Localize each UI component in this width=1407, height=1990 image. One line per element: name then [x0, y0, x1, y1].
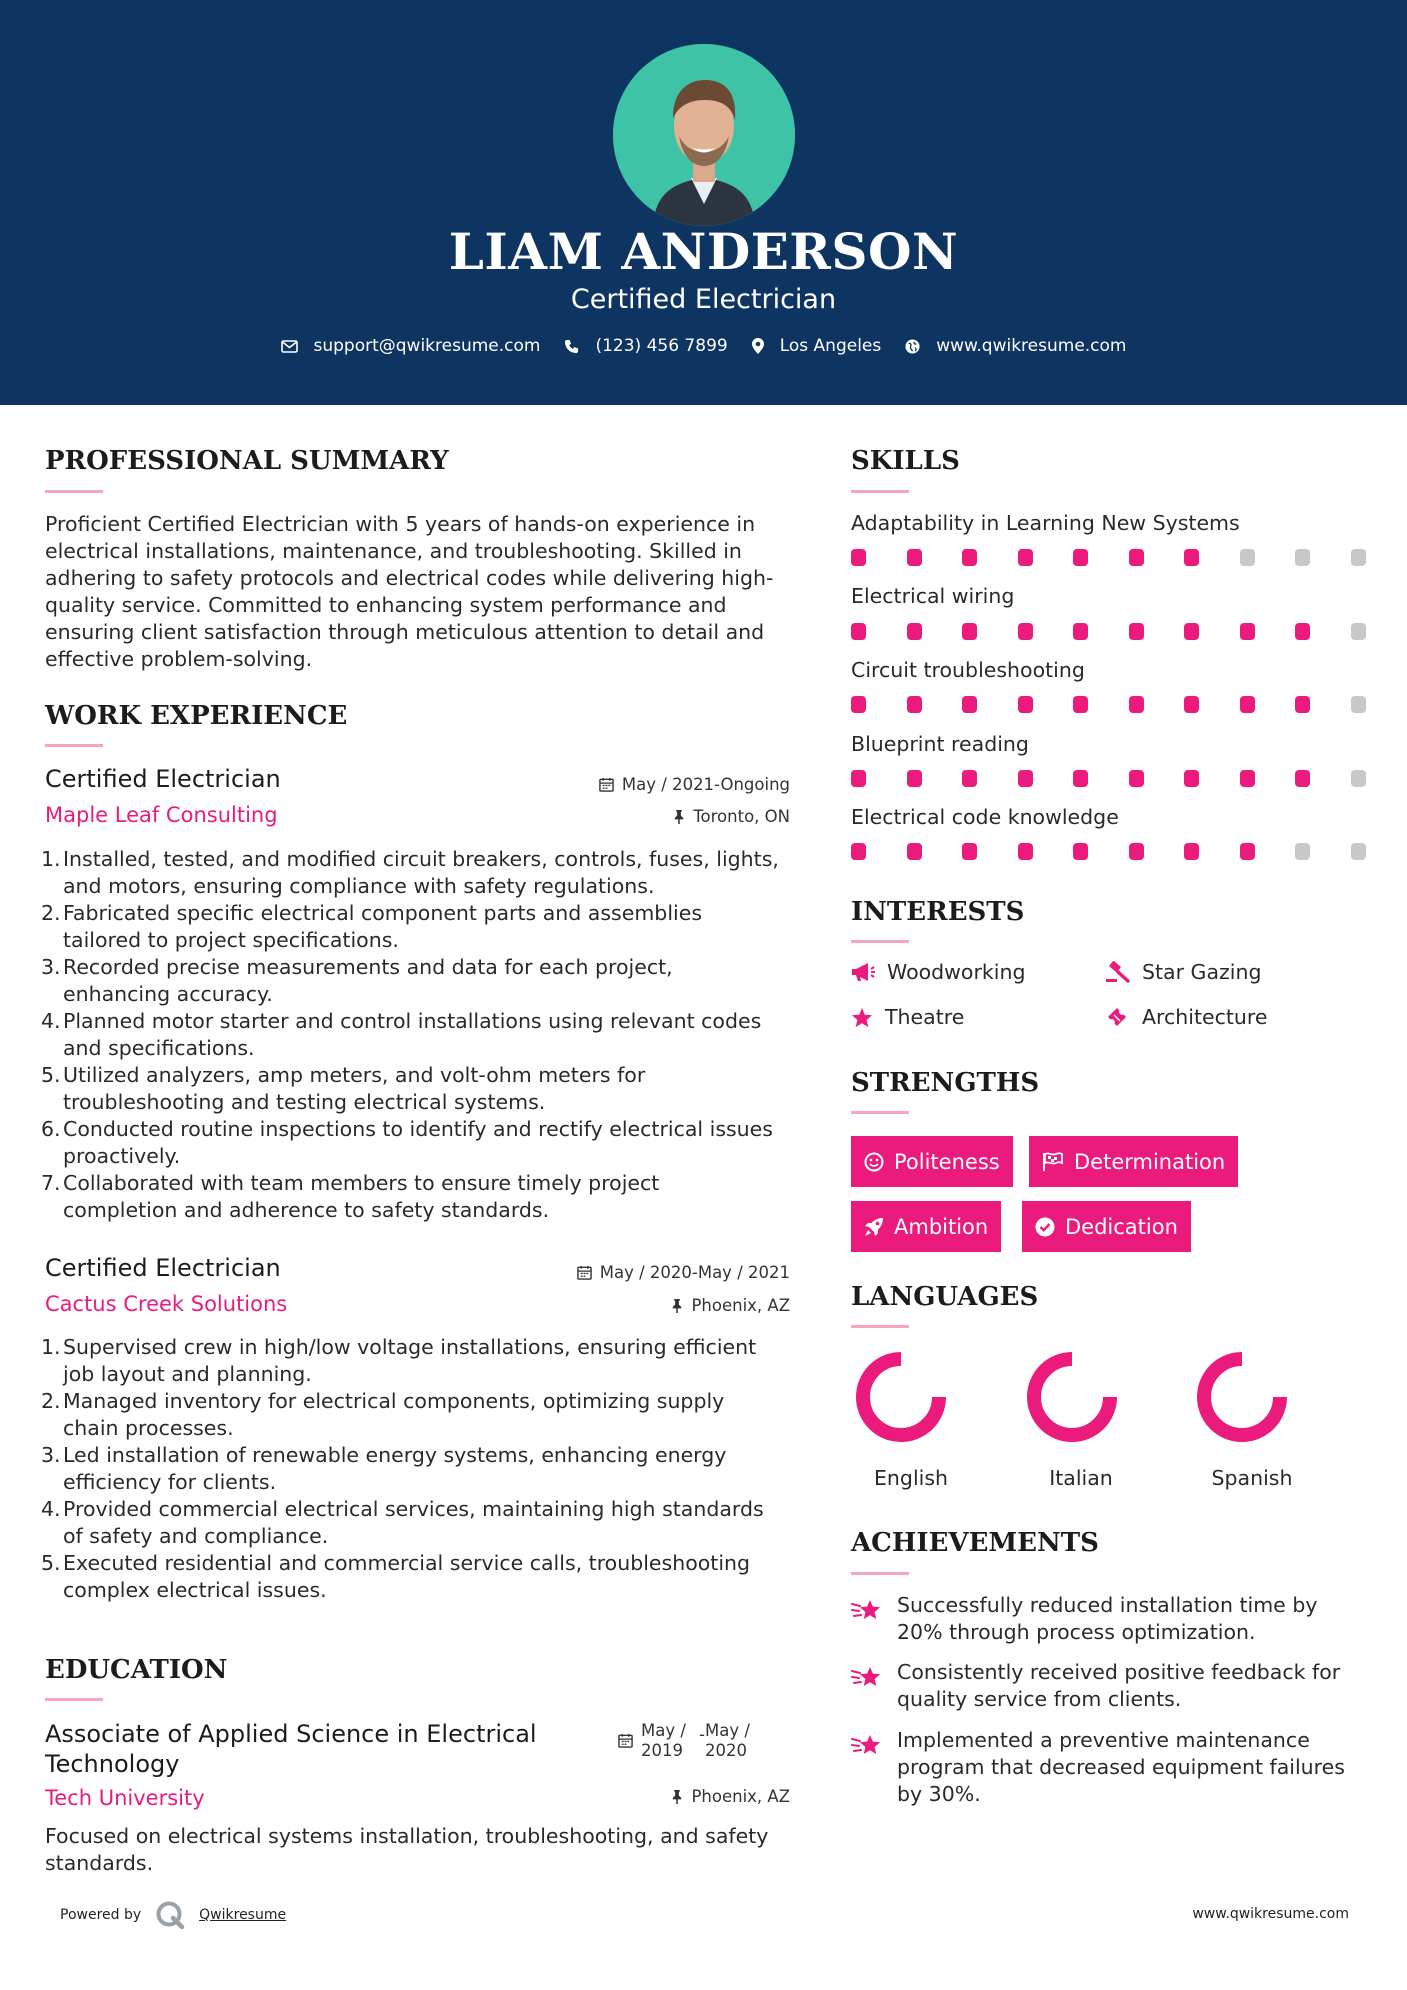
skill-dot-filled [907, 770, 922, 787]
summary-line: Proficient Certified Electrician with 5 years of hands-on experience in [45, 512, 756, 536]
skill-rating [851, 696, 1365, 713]
skill-dot-filled [1295, 770, 1310, 787]
job-dates [577, 1263, 790, 1282]
skill-rating [851, 623, 1365, 640]
skill-dot-filled [1240, 770, 1255, 787]
job-dates [599, 775, 790, 794]
skill-dot-filled [1240, 623, 1255, 640]
language-gauge [1194, 1349, 1290, 1445]
skill-dot-filled [1073, 549, 1088, 566]
pushpin-icon [673, 809, 685, 824]
contact-phone[interactable] [564, 336, 727, 356]
list-item: 3. Recorded precise measurements and data for each project, enhancing accuracy. [41, 955, 673, 1006]
candidate-name: LIAM ANDERSON [448, 222, 959, 281]
education-end: May / 2020 [705, 1721, 750, 1760]
contact-bar [0, 336, 1407, 356]
job-location-text: Toronto, ON [693, 807, 790, 826]
education-location-text: Phoenix, AZ [691, 1787, 790, 1806]
interests-heading-underline [851, 940, 909, 943]
skill-dot-empty [1351, 843, 1366, 860]
candidate-title: Certified Electrician [570, 284, 837, 315]
skill-dot-filled [851, 623, 866, 640]
star-icon [851, 1007, 873, 1028]
pushpin-icon [671, 1298, 683, 1313]
skill-dot-filled [907, 549, 922, 566]
skill-name: Electrical code knowledge [851, 805, 1119, 829]
languages-heading: LANGUAGES [851, 1282, 1039, 1312]
skills-heading-underline [851, 490, 909, 493]
interest-item: Architecture [1106, 1005, 1268, 1029]
skill-dot-filled [1073, 770, 1088, 787]
education-date-dash: - [699, 1725, 705, 1744]
skill-dot-filled [1073, 843, 1088, 860]
skill-rating [851, 843, 1365, 860]
education-location [671, 1787, 790, 1806]
profile-photo [613, 44, 795, 226]
skill-dot-filled [1295, 623, 1310, 640]
qwikresume-logo-icon [155, 1900, 185, 1930]
flag-icon [1042, 1152, 1064, 1172]
job-company: Maple Leaf Consulting [45, 803, 278, 827]
language-gauge [853, 1349, 949, 1445]
skill-dot-filled [1129, 696, 1144, 713]
list-item: 7. Collaborated with team members to ensure timely project completion and adherence to safety standards. [41, 1171, 660, 1222]
list-item: 3. Led installation of renewable energy systems, enhancing energy efficiency for clients. [41, 1443, 727, 1494]
skill-dot-empty [1351, 549, 1366, 566]
interests-heading: INTERESTS [851, 897, 1025, 927]
skill-dot-filled [851, 696, 866, 713]
contact-location [752, 336, 882, 356]
skill-name: Adaptability in Learning New Systems [851, 511, 1240, 535]
globe-icon [905, 339, 920, 354]
calendar-icon [599, 777, 614, 792]
summary-line: adhering to safety protocols and electrical codes while delivering high- [45, 566, 774, 590]
degree-title [45, 1719, 585, 1779]
experience-heading: WORK EXPERIENCE [45, 701, 348, 731]
footer-website[interactable]: www.qwikresume.com [1192, 1906, 1349, 1922]
education-dates [618, 1721, 750, 1761]
language-gauge-arc [863, 1359, 939, 1435]
skill-dot-filled [1129, 770, 1144, 787]
job-location-text: Phoenix, AZ [691, 1296, 790, 1315]
language-gauge [1024, 1349, 1120, 1445]
degree-line: Associate of Applied Science in Electrical [45, 1720, 537, 1748]
skill-dot-filled [962, 843, 977, 860]
footer-powered-by [60, 1900, 286, 1930]
skill-dot-filled [1184, 696, 1199, 713]
education-heading: EDUCATION [45, 1655, 228, 1685]
list-item: 2. Managed inventory for electrical components, optimizing supply chain processes. [41, 1389, 725, 1440]
education-start: May / 2019 [641, 1721, 686, 1760]
skill-dot-empty [1240, 549, 1255, 566]
shooting-star-icon [851, 1731, 883, 1759]
skill-name: Electrical wiring [851, 584, 1015, 608]
skill-dot-filled [907, 843, 922, 860]
skill-dot-empty [1295, 549, 1310, 566]
job-location [671, 1296, 790, 1315]
list-item: 4. Planned motor starter and control installations using relevant codes and specifications. [41, 1009, 762, 1060]
skill-dot-filled [1018, 696, 1033, 713]
strength-badge: Dedication [1022, 1201, 1191, 1252]
job-dates-text: May / 2020-May / 2021 [599, 1263, 790, 1282]
experience-heading-underline [45, 744, 103, 747]
summary-heading: PROFESSIONAL SUMMARY [45, 446, 449, 476]
skill-dot-empty [1351, 623, 1366, 640]
skill-name: Circuit troubleshooting [851, 658, 1085, 682]
list-item: 1. Installed, tested, and modified circuit breakers, controls, fuses, lights, and motors, ensuring compliance with safety regulations. [41, 847, 779, 898]
skill-dot-filled [1184, 770, 1199, 787]
language-gauge-arc [1204, 1359, 1280, 1435]
achievements-heading-underline [851, 1572, 909, 1575]
calendar-icon [577, 1265, 592, 1280]
achievement-item: Consistently received positive feedback for quality service from clients. [851, 1659, 1371, 1713]
achievement-item: Implemented a preventive maintenance program that decreased equipment failures by 30%. [851, 1727, 1371, 1808]
phone-icon [564, 339, 579, 354]
calendar-icon [618, 1733, 633, 1748]
skill-dot-filled [1184, 549, 1199, 566]
summary-line: electrical installations, maintenance, and troubleshooting. Skilled in [45, 539, 742, 563]
contact-email-text: support@qwikresume.com [313, 336, 541, 356]
skill-dot-filled [1129, 623, 1144, 640]
list-item: 5. Utilized analyzers, amp meters, and volt-ohm meters for troubleshooting and testing electrical systems. [41, 1063, 646, 1114]
smile-icon [864, 1152, 884, 1172]
list-item: 6. Conducted routine inspections to identify and rectify electrical issues proactively. [41, 1117, 773, 1168]
strength-badge: Determination [1029, 1136, 1238, 1187]
job-location [673, 807, 790, 826]
skill-dot-empty [1351, 696, 1366, 713]
interest-item: Star Gazing [1106, 960, 1261, 984]
skill-dot-filled [1295, 696, 1310, 713]
skill-dot-filled [907, 696, 922, 713]
skill-dot-filled [851, 549, 866, 566]
rocket-icon [864, 1217, 884, 1237]
contact-email[interactable] [281, 336, 541, 356]
skill-name: Blueprint reading [851, 732, 1029, 756]
contact-phone-text: (123) 456 7899 [595, 336, 728, 356]
language-label: English [873, 1466, 949, 1490]
job-title: Certified Electrician [45, 765, 281, 793]
envelope-icon [281, 340, 298, 353]
skill-dot-filled [1129, 843, 1144, 860]
job-dates-text: May / 2021-Ongoing [621, 775, 790, 794]
contact-website-text: www.qwikresume.com [936, 336, 1127, 356]
summary-line: effective problem-solving. [45, 647, 313, 671]
strength-badge: Politeness [851, 1136, 1013, 1187]
summary-line: quality service. Committed to enhancing system performance and [45, 593, 727, 617]
skill-dot-filled [1073, 623, 1088, 640]
pushpin-icon [671, 1789, 683, 1804]
contact-location-text: Los Angeles [779, 336, 882, 356]
job-duties-list [41, 846, 805, 1224]
skill-dot-filled [1184, 843, 1199, 860]
skill-dot-filled [1018, 770, 1033, 787]
skill-dot-filled [962, 696, 977, 713]
degree-line: Technology [45, 1750, 180, 1778]
summary-text [45, 511, 805, 673]
skill-dot-filled [1018, 623, 1033, 640]
contact-website[interactable] [905, 336, 1126, 356]
job-title: Certified Electrician [45, 1254, 281, 1282]
skill-dot-filled [962, 623, 977, 640]
interest-item: Woodworking [851, 960, 1025, 984]
powered-by-text: Powered by [60, 1907, 142, 1923]
skill-dot-filled [907, 623, 922, 640]
school-name: Tech University [45, 1786, 205, 1810]
achievement-item: Successfully reduced installation time by 20% through process optimization. [851, 1592, 1371, 1646]
achievements-heading: ACHIEVEMENTS [851, 1528, 1099, 1558]
skill-dot-filled [1018, 549, 1033, 566]
skill-rating [851, 770, 1365, 787]
education-description: Focused on electrical systems installation, troubleshooting, and safety standards. [45, 1824, 769, 1875]
strengths-heading: STRENGTHS [851, 1068, 1040, 1098]
megaphone-icon [851, 962, 875, 982]
skill-dot-empty [1295, 843, 1310, 860]
skill-dot-filled [1240, 696, 1255, 713]
list-item: 2. Fabricated specific electrical component parts and assemblies tailored to project specifications. [41, 901, 703, 952]
shooting-star-icon [851, 1663, 883, 1691]
job-company: Cactus Creek Solutions [45, 1292, 288, 1316]
list-item: 1. Supervised crew in high/low voltage installations, ensuring efficient job layout and planning. [41, 1335, 757, 1386]
summary-line: ensuring client satisfaction through meticulous attention to detail and [45, 620, 765, 644]
languages-heading-underline [851, 1325, 909, 1328]
interest-item: Theatre [851, 1005, 964, 1029]
skill-dot-filled [851, 770, 866, 787]
skill-rating [851, 549, 1365, 566]
language-label: Italian [1049, 1466, 1113, 1490]
resume-header [0, 0, 1407, 405]
job-duties-list [41, 1334, 805, 1604]
shooting-star-icon [851, 1596, 883, 1624]
skill-dot-filled [962, 770, 977, 787]
skill-dot-filled [1129, 549, 1144, 566]
ticket-icon [1106, 1006, 1130, 1028]
skill-dot-filled [1184, 623, 1199, 640]
list-item: 5. Executed residential and commercial service calls, troubleshooting complex electrical issues. [41, 1551, 751, 1602]
language-label: Spanish [1211, 1466, 1293, 1490]
strengths-heading-underline [851, 1111, 909, 1114]
skill-dot-empty [1351, 770, 1366, 787]
map-pin-icon [752, 338, 764, 354]
skill-dot-filled [962, 549, 977, 566]
language-gauge-arc [1034, 1359, 1110, 1435]
skill-dot-filled [1073, 696, 1088, 713]
qwikresume-link[interactable]: Qwikresume [199, 1907, 287, 1923]
skill-dot-filled [1240, 843, 1255, 860]
summary-heading-underline [45, 490, 103, 493]
list-item: 4. Provided commercial electrical services, maintaining high standards of safety and compliance. [41, 1497, 764, 1548]
skill-dot-filled [851, 843, 866, 860]
education-heading-underline [45, 1698, 103, 1701]
strength-badge: Ambition [851, 1201, 1001, 1252]
skill-dot-filled [1018, 843, 1033, 860]
skills-heading: SKILLS [851, 446, 960, 476]
gavel-icon [1106, 961, 1130, 983]
check-circle-icon [1035, 1217, 1055, 1237]
